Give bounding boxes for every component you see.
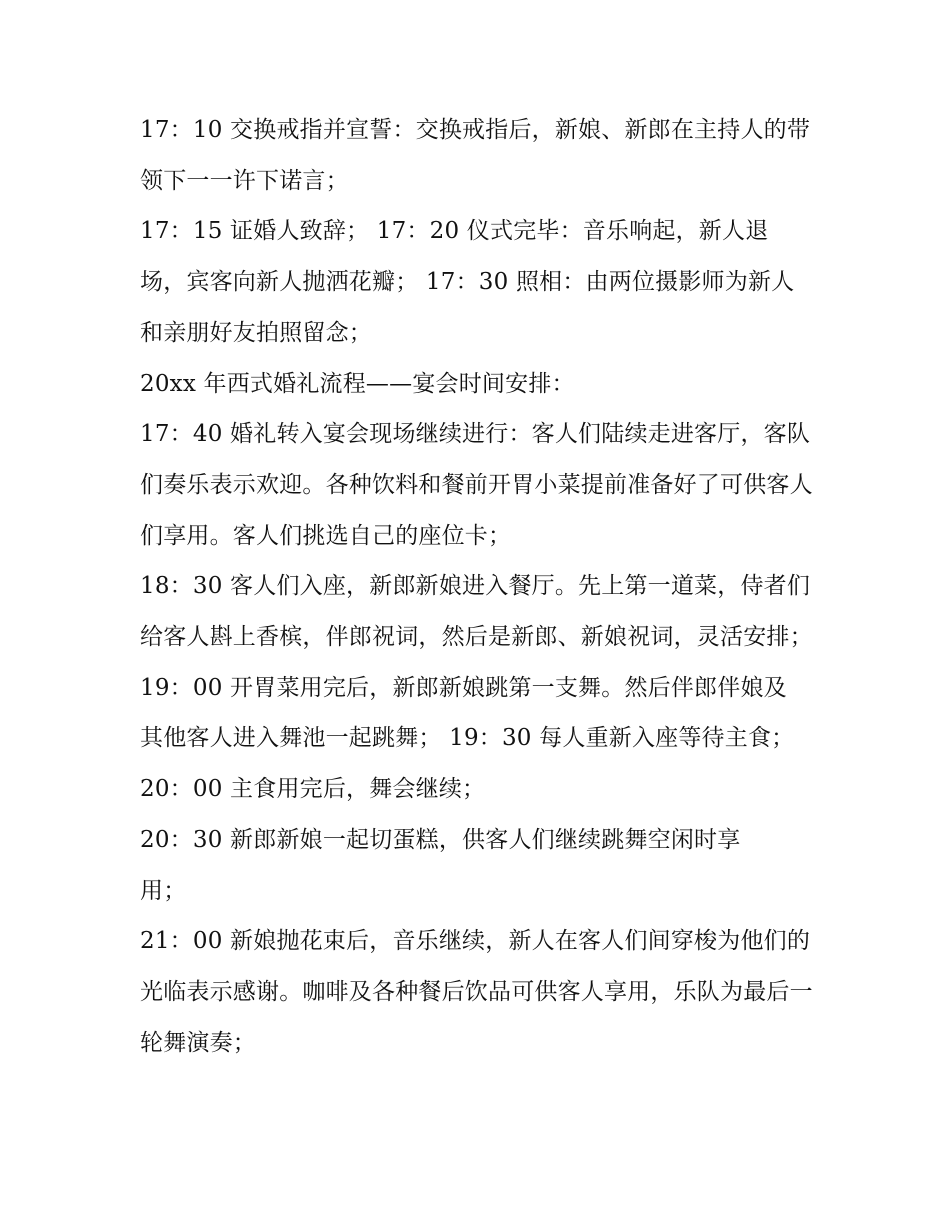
paragraph-cake: 20：30 新郎新娘一起切蛋糕，供客人们继续跳舞空闲时享用； [140, 826, 741, 904]
paragraph-seating: 18：30 客人们入座，新郎新娘进入餐厅。先上第一道菜，侍者们给客人斟上香槟，伴郎祝词，然后是新郎、新娘祝词，灵活安排； [140, 573, 813, 651]
paragraph-banquet-heading: 20xx 年西式婚礼流程——宴会时间安排： [140, 370, 575, 397]
paragraph-first-dance: 19：00 开胃菜用完后，新郎新娘跳第一支舞。然后伴郎伴娘及其他客人进入舞池一起跳舞； 19：30 每人重新入座等待主食； 20：00 主食用完后，舞会继续； [140, 674, 795, 803]
document-body [140, 105, 820, 1068]
paragraph-banquet-start: 17：40 婚礼转入宴会现场继续进行：客人们陆续走进客厅，客队们奏乐表示欢迎。各种饮料和餐前开胃小菜提前准备好了可供客人们享用。客人们挑选自己的座位卡； [140, 421, 813, 549]
paragraph-ceremony-end: 17：15 证婚人致辞； 17：20 仪式完毕：音乐响起，新人退场，宾客向新人抛洒花瓣； 17：30 照相：由两位摄影师为新人和亲朋好友拍照留念； [140, 218, 795, 346]
paragraph-ring-exchange: 17：10 交换戒指并宣誓：交换戒指后，新娘、新郎在主持人的带领下一一许下诺言； [140, 117, 811, 194]
paragraph-bouquet: 21：00 新娘抛花束后，音乐继续，新人在客人们间穿梭为他们的光临表示感谢。咖啡及各种餐后饮品可供客人享用，乐队为最后一轮舞演奏； [140, 928, 813, 1056]
